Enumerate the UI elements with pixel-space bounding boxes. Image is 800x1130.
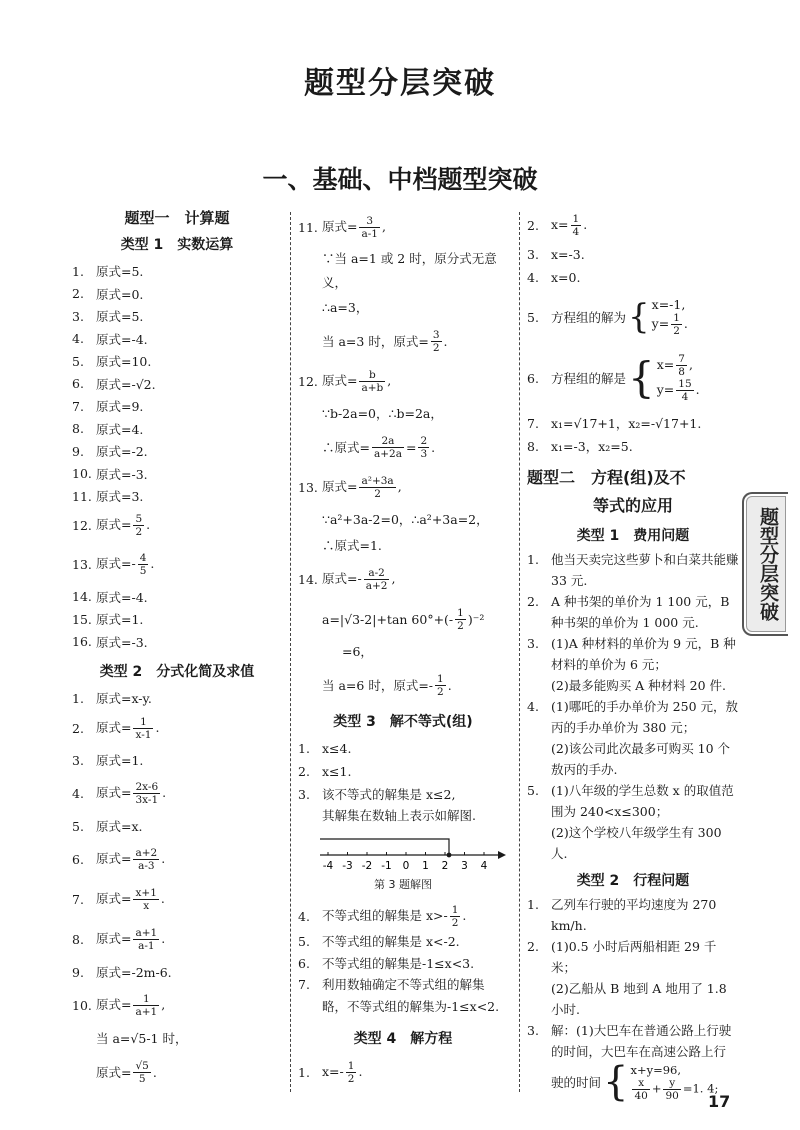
answer-item: 2. (1)0.5 小时后两船相距 29 千米； xyxy=(527,939,717,975)
answer-item: 6. 方程组的解是 { x= $\frac{7}{8}$ , y= $\frac{15}{4}$ . xyxy=(527,353,700,403)
number-line-figure xyxy=(298,827,508,871)
answer-item: 1. x=- $\frac{1}{2}$ . xyxy=(298,1059,363,1085)
axis-tick-label: -4 xyxy=(322,860,334,871)
answer-item: 3. 原式=5. xyxy=(72,308,144,325)
answer-item: 2. A 种书架的单价为 1 100 元，B 种书架的单价为 1 000 元. xyxy=(527,594,730,630)
answer-line: (2)该公司此次最多可购买 10 个敖丙的手办. xyxy=(551,741,731,777)
answer-line: 驶的时间 { x+y=96, $\frac{x}{40}$ + $\frac{y}{90}$ =1. 4; xyxy=(551,1059,719,1105)
answer-item: 15. 原式=1. xyxy=(72,611,144,628)
subheading-travel: 类型 2 行程问题 xyxy=(576,873,690,889)
answer-item: 6. 不等式组的解集是-1≤x<3. xyxy=(298,955,475,971)
solution-set-bracket xyxy=(320,839,449,855)
answer-item: 4. (1)哪吒的手办单价为 250 元，敖丙的手办单价为 380 元； xyxy=(527,699,739,735)
answer-item: 7. 原式=9. xyxy=(72,398,144,415)
answer-item: 10. 原式= $\frac{1}{a+1}$ , xyxy=(72,992,166,1018)
column-divider xyxy=(519,212,520,1092)
answer-item: 7. 原式= $\frac{x+1}{x}$ . xyxy=(72,886,165,912)
column-divider xyxy=(290,212,291,1092)
subheading-cost: 类型 1 费用问题 xyxy=(576,528,690,544)
answer-line: =6， xyxy=(342,644,373,659)
answer-item: 1. 原式=5. xyxy=(72,263,144,280)
answer-line: ∵b-2a=0，∴b=2a， xyxy=(322,406,443,421)
answer-line: ∴原式=1. xyxy=(322,538,382,553)
heading-applications-cont: 等式的应用 xyxy=(592,496,673,515)
subheading-inequality: 类型 3 解不等式(组) xyxy=(333,714,473,730)
answer-item: 1. 乙列车行驶的平均速度为 270 km/h. xyxy=(527,897,717,933)
heading-applications: 题型二 方程(组)及不 xyxy=(527,468,686,487)
answer-line: (2)最多能购买 A 种材料 20 件. xyxy=(551,678,727,693)
answer-item: 3. 原式=1. xyxy=(72,752,144,768)
answer-item: 11. 原式= $\frac{3}{a-1}$ , xyxy=(298,214,386,240)
answer-item: 4. 原式= $\frac{2x-6}{3x-1}$ . xyxy=(72,780,167,806)
page-title: 题型分层突破 xyxy=(304,66,496,101)
answer-item: 9. 原式=-2. xyxy=(72,443,148,460)
axis-tick-label: 0 xyxy=(402,860,410,871)
axis-tick-label: -2 xyxy=(361,860,373,871)
answer-item: 4. x=0. xyxy=(527,270,581,285)
answer-item: 3. x=-3. xyxy=(527,247,585,262)
answer-line: 当 a=6 时，原式=- $\frac{1}{2}$ . xyxy=(322,672,452,698)
answer-item: 1. x≤4. xyxy=(298,741,352,756)
answer-line: ∴原式= $\frac{2a}{a+2a}$ = $\frac{2}{3}$ . xyxy=(322,434,436,460)
answer-item: 8. 原式=4. xyxy=(72,421,144,437)
answer-item: 6. 原式=-√2. xyxy=(72,376,156,392)
answer-item: 12. 原式= $\frac{5}{2}$ . xyxy=(72,513,151,538)
answer-item: 4. 原式=-4. xyxy=(72,331,148,347)
subheading-fraction: 类型 2 分式化简及求值 xyxy=(99,664,255,680)
solution-endpoint-dot xyxy=(447,853,452,858)
answer-line: ∵当 a=1 或 2 时，原分式无意义， xyxy=(322,251,497,290)
answer-item: 1. 他当天卖完这些萝卜和白菜共能赚 33 元. xyxy=(527,552,739,588)
axis-tick-label: -3 xyxy=(342,860,353,871)
answer-item: 5. (1)八年级的学生总数 x 的取值范围为 240<x≤300； xyxy=(527,783,734,819)
answer-item: 2. x= $\frac{1}{4}$ . xyxy=(527,212,588,238)
answer-line: 其解集在数轴上表示如解图. xyxy=(322,808,476,823)
answer-item: 5. 原式=x. xyxy=(72,818,143,834)
answer-line: (2)这个学校八年级学生有 300 人. xyxy=(551,825,722,861)
answer-item: 13. 原式=- $\frac{4}{5}$ . xyxy=(72,552,155,577)
answer-item: 4. 不等式组的解集是 x>- $\frac{1}{2}$ . xyxy=(298,903,467,929)
heading-calculation: 题型一 计算题 xyxy=(124,209,230,227)
column-3 xyxy=(527,207,739,1105)
answer-item: 7. x₁=√17+1，x₂=-√17+1. xyxy=(527,415,702,431)
subheading-real-number: 类型 1 实数运算 xyxy=(120,237,234,253)
answer-line: ∵a²+3a-2=0，∴a²+3a=2， xyxy=(322,512,489,527)
answer-line: a=|√3-2|+tan 60°+(- $\frac{1}{2}$ )⁻² xyxy=(322,606,485,632)
page-number: 17 xyxy=(708,1092,731,1111)
answer-item: 2. 原式=0. xyxy=(72,286,144,302)
answer-item: 16. 原式=-3. xyxy=(72,634,148,650)
answer-item: 2. 原式= $\frac{1}{x-1}$ . xyxy=(72,715,160,741)
answer-item: 5. 不等式组的解集是 x<-2. xyxy=(298,933,460,949)
answer-item: 5. 原式=10. xyxy=(72,353,152,370)
column-2 xyxy=(298,207,508,1090)
answer-item: 14. 原式=- $\frac{a-2}{a+2}$ , xyxy=(298,566,396,592)
answer-line: ∴a=3， xyxy=(322,300,369,315)
answer-line: 原式= $\frac{√5}{5}$ . xyxy=(96,1059,157,1085)
answer-item: 8. x₁=-3，x₂=5. xyxy=(527,438,633,454)
answer-item: 3. 该不等式的解集是 x≤2, xyxy=(298,786,456,802)
answer-item: 7. 利用数轴确定不等式组的解集略，不等式组的解集为-1≤x<2. xyxy=(298,977,500,1014)
answer-item: 13. 原式= $\frac{\text{a²+3a}}{2}$ , xyxy=(298,474,402,500)
number-line-arrow xyxy=(498,851,506,859)
answer-item: 14. 原式=-4. xyxy=(72,589,148,605)
figure-caption: 第 3 题解图 xyxy=(374,878,432,891)
answer-item: 10. 原式=-3. xyxy=(72,466,148,482)
answer-item: 3. (1)A 种材料的单价为 9 元，B 种材料的单价为 6 元； xyxy=(527,636,736,672)
axis-tick-label: 1 xyxy=(422,860,429,871)
axis-tick-label: -1 xyxy=(381,860,392,871)
answer-line: 当 a=3 时，原式= $\frac{3}{2}$ . xyxy=(322,328,448,354)
axis-tick-label: 4 xyxy=(480,860,488,871)
answer-item: 3. 解：(1)大巴车在普通公路上行驶的时间，大巴车在高速公路上行 xyxy=(527,1023,732,1059)
section-title: 一、基础、中档题型突破 xyxy=(262,165,538,194)
answer-item: 12. 原式= $\frac{b}{a+b}$ , xyxy=(298,368,392,394)
axis-tick-label: 3 xyxy=(461,860,468,871)
answer-line: 当 a=√5-1 时， xyxy=(96,1031,188,1046)
subheading-equation: 类型 4 解方程 xyxy=(353,1031,453,1047)
axis-tick-label: 2 xyxy=(441,860,449,871)
answer-item: 11. 原式=3. xyxy=(72,488,144,505)
answer-item: 8. 原式= $\frac{a+1}{a-1}$ . xyxy=(72,926,166,952)
column-1 xyxy=(72,207,282,1091)
answer-item: 5. 方程组的解为 { x=-1, y= $\frac{1}{2}$ . xyxy=(527,297,688,337)
answer-item: 6. 原式= $\frac{a+2}{a-3}$ . xyxy=(72,846,166,872)
answer-item: 9. 原式=-2m-6. xyxy=(72,964,172,980)
answer-item: 1. 原式=x-y. xyxy=(72,690,152,706)
answer-line: (2)乙船从 B 地到 A 地用了 1.8 小时. xyxy=(551,981,727,1017)
chapter-side-tab: 题型分层突破 xyxy=(742,492,788,636)
answer-item: 2. x≤1. xyxy=(298,764,352,779)
